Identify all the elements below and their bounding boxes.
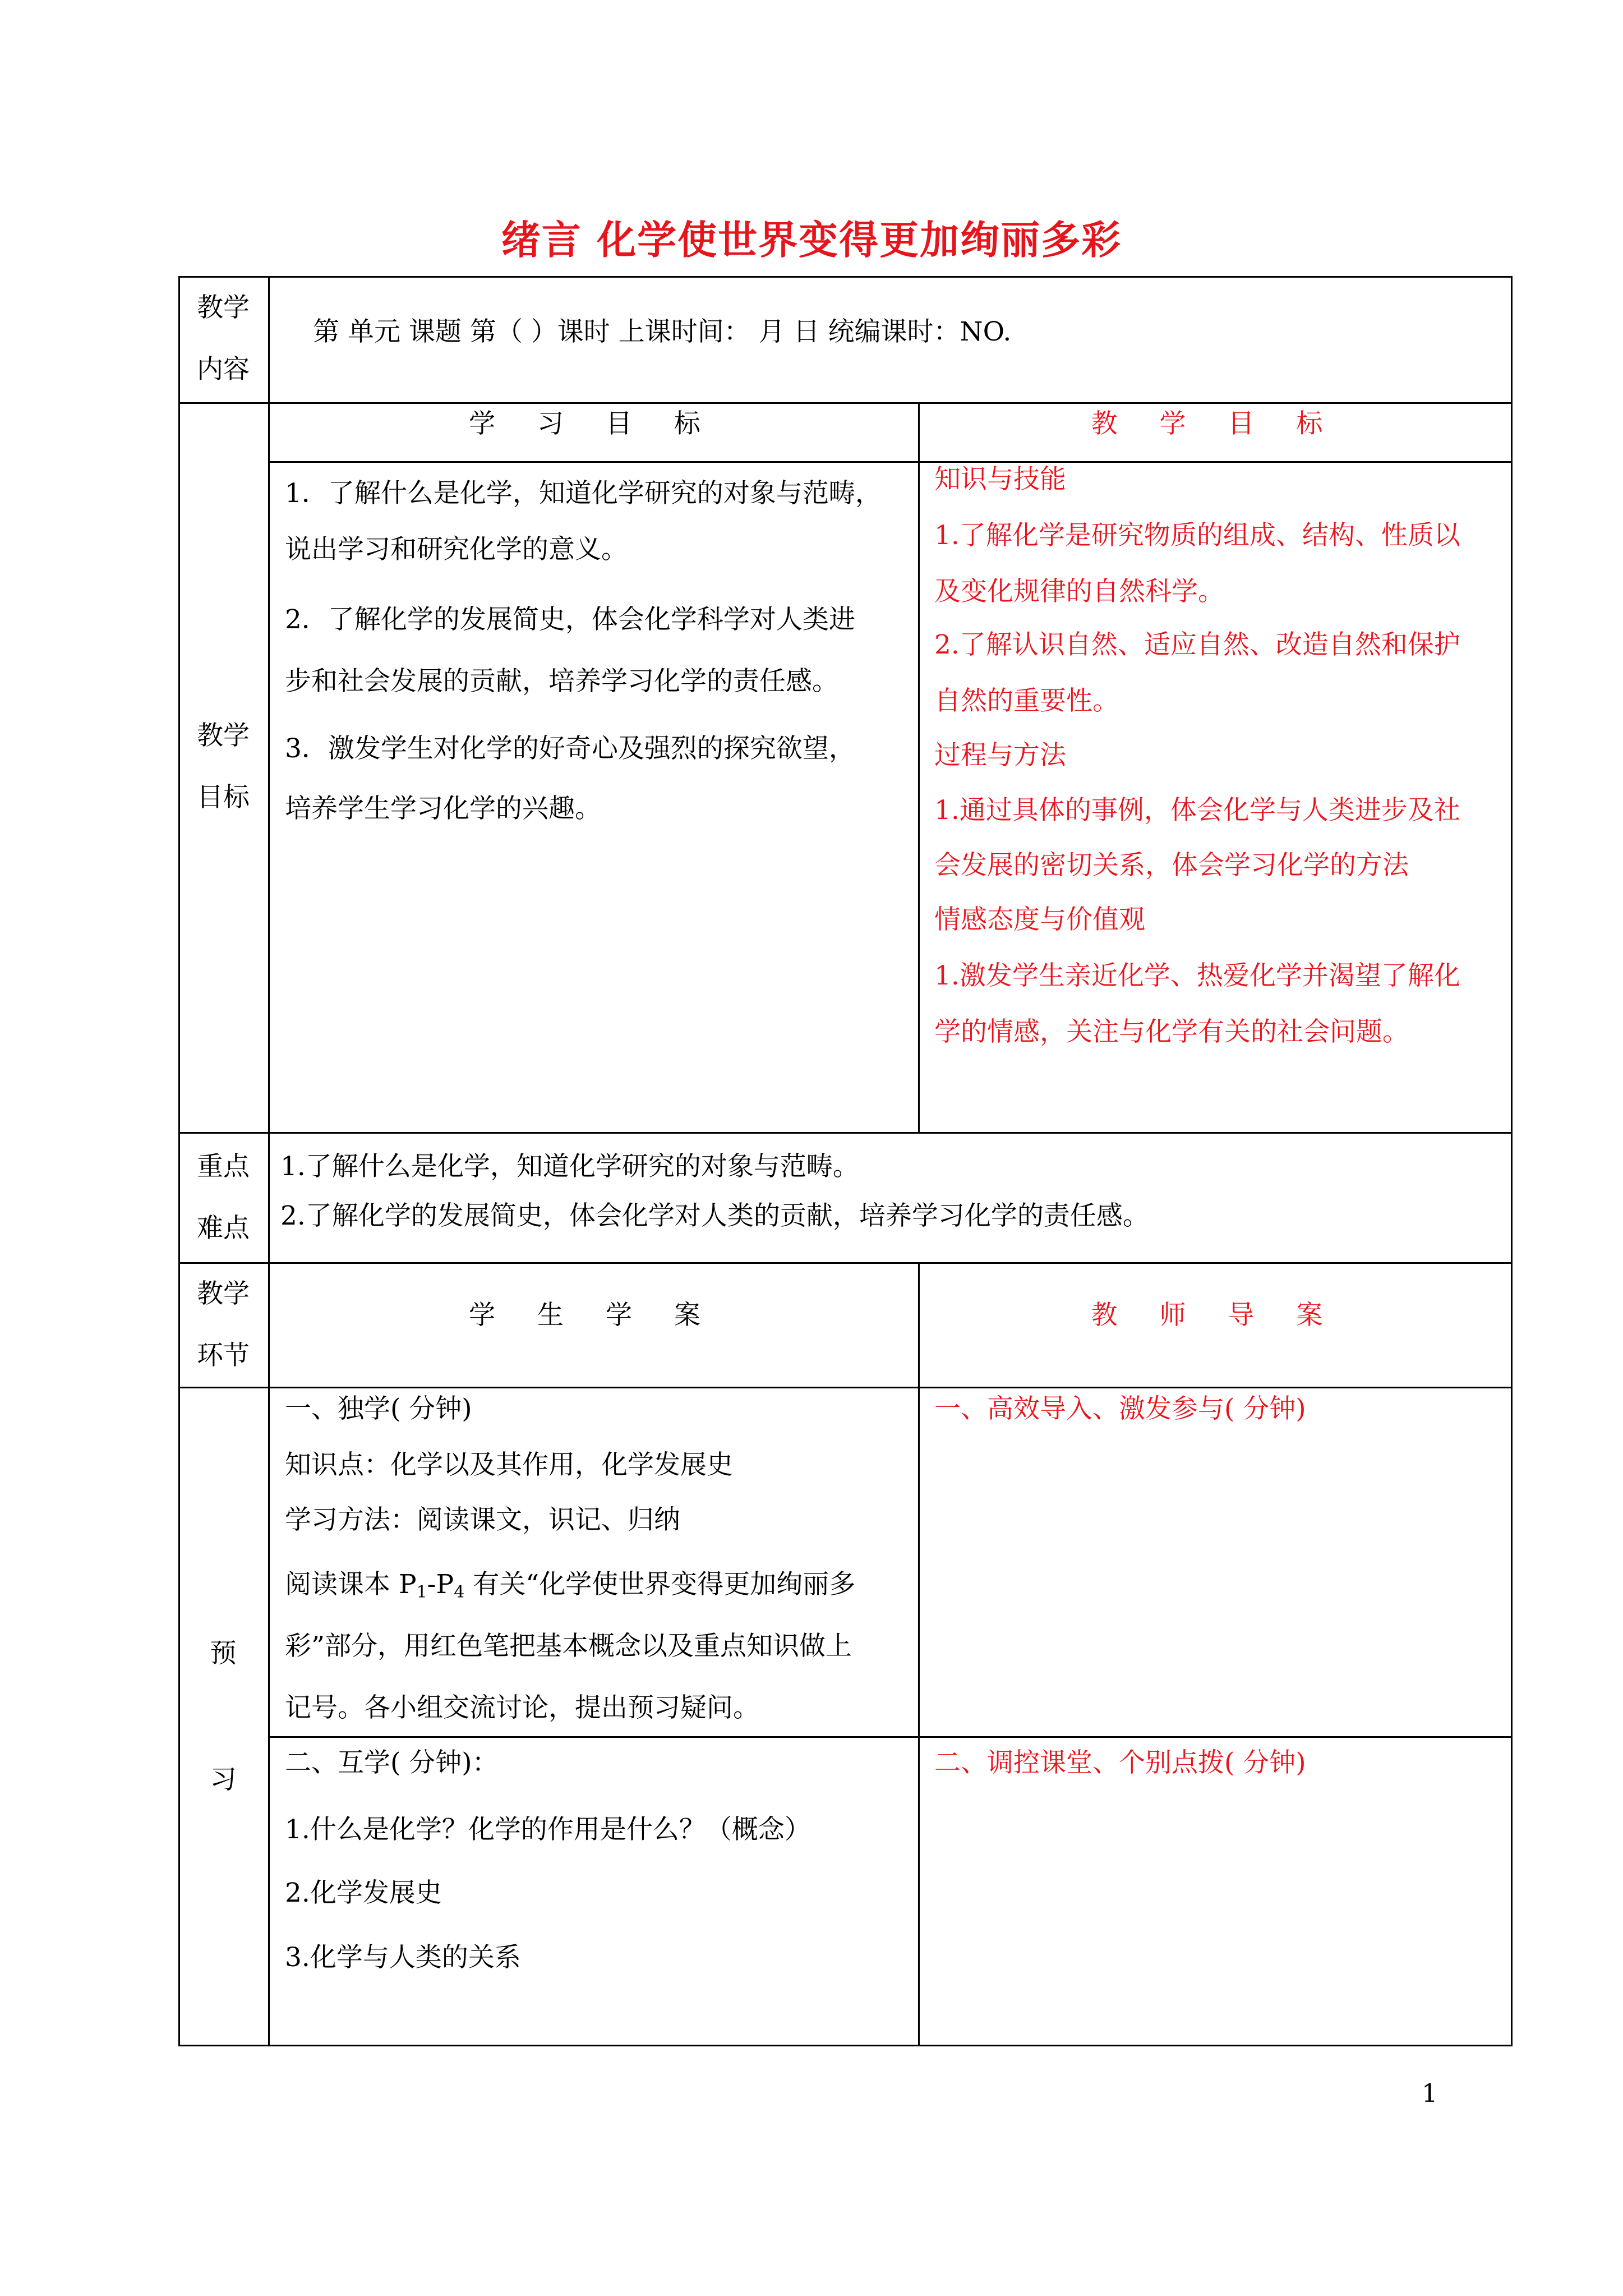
learning-goal-line: 2．了解化学的发展简史，体会化学科学对人类进 (285, 604, 855, 635)
label-preview-1: 预 (210, 1638, 237, 1669)
label-key-points: 重点 难点 (197, 1151, 250, 1244)
teaching-goal-line: 学的情感，关注与化学有关的社会问题。 (934, 1016, 1409, 1047)
table-col-divider-label (268, 276, 270, 2046)
teaching-goals-header: 教 学 目 标 (1091, 408, 1340, 439)
learning-goals-header: 学 习 目 标 (469, 408, 717, 439)
label-teaching-goals: 教学 目标 (197, 720, 250, 813)
self-study-line: 知识点：化学以及其作用，化学发展史 (285, 1450, 733, 1480)
teacher-plan-header: 教 师 导 案 (1091, 1300, 1340, 1331)
table-border-top (178, 276, 1513, 278)
group-study-item: 2.化学发展史 (285, 1878, 442, 1908)
key-point-line: 2.了解化学的发展简史，体会化学对人类的贡献，培养学习化学的责任感。 (280, 1200, 1149, 1231)
teaching-goal-line: 会发展的密切关系，体会学习化学的方法 (934, 850, 1409, 881)
teaching-goal-line: 1.通过具体的事例，体会化学与人类进步及社 (934, 795, 1460, 826)
self-study-heading: 一、独学( 分钟) (285, 1393, 472, 1424)
table-line-2 (268, 461, 1513, 463)
table-border-bottom (178, 2045, 1513, 2046)
learning-goal-line: 3．激发学生对化学的好奇心及强烈的探究欲望， (285, 733, 855, 764)
table-border-right (1511, 276, 1513, 2046)
self-study-line: 学习方法：阅读课文，识记、归纳 (285, 1504, 680, 1535)
label-preview-2: 习 (210, 1764, 237, 1795)
teaching-goal-heading: 情感态度与价值观 (934, 904, 1145, 935)
group-study-item: 1.什么是化学？化学的作用是什么？（概念） (285, 1814, 811, 1845)
teaching-goal-line: 自然的重要性。 (934, 685, 1119, 716)
teaching-goal-line: 1.激发学生亲近化学、热爱化学并渴望了解化 (934, 960, 1460, 991)
table-col-divider-stage (918, 1262, 920, 2046)
teacher-intro-step: 一、高效导入、激发参与( 分钟) (934, 1393, 1306, 1424)
key-point-line: 1.了解什么是化学，知道化学研究的对象与范畴。 (280, 1151, 859, 1182)
group-study-item: 3.化学与人类的关系 (285, 1942, 521, 1973)
table-line-3 (178, 1132, 1513, 1134)
page-number: 1 (1422, 2078, 1438, 2108)
self-study-line: 彩”部分，用红色笔把基本概念以及重点知识做上 (285, 1631, 852, 1662)
teaching-goal-line: 2.了解认识自然、适应自然、改造自然和保护 (934, 629, 1460, 660)
lesson-info: 第 单元 课题 第（ ）课时 上课时间： 月 日 统编课时：NO. (313, 316, 1012, 347)
teaching-goal-heading: 知识与技能 (934, 464, 1066, 495)
table-line-4 (178, 1262, 1513, 1264)
table-col-divider-goals (918, 402, 920, 1132)
learning-goal-line: 培养学生学习化学的兴趣。 (285, 793, 601, 824)
self-study-line: 阅读课本 $P_1-P_4$ 有关“化学使世界变得更加绚丽多 (285, 1569, 856, 1602)
document-title: 绪言 化学使世界变得更加绚丽多彩 (501, 217, 1122, 263)
teaching-goal-heading: 过程与方法 (934, 740, 1066, 771)
label-teaching-stage: 教学 环节 (197, 1278, 250, 1371)
self-study-line: 记号。各小组交流讨论，提出预习疑问。 (285, 1692, 759, 1723)
teaching-goal-line: 1.了解化学是研究物质的组成、结构、性质以 (934, 520, 1460, 551)
group-study-heading: 二、互学( 分钟)： (285, 1747, 499, 1778)
learning-goal-line: 1．了解什么是化学，知道化学研究的对象与范畴， (285, 478, 882, 509)
student-plan-header: 学 生 学 案 (469, 1300, 717, 1331)
label-teaching-content: 教学 内容 (197, 292, 250, 385)
teaching-goal-line: 及变化规律的自然科学。 (934, 576, 1224, 607)
learning-goal-line: 说出学习和研究化学的意义。 (285, 534, 628, 565)
teacher-guidance-step: 二、调控课堂、个别点拨( 分钟) (934, 1747, 1306, 1778)
learning-goal-line: 步和社会发展的贡献，培养学习化学的责任感。 (285, 666, 838, 697)
